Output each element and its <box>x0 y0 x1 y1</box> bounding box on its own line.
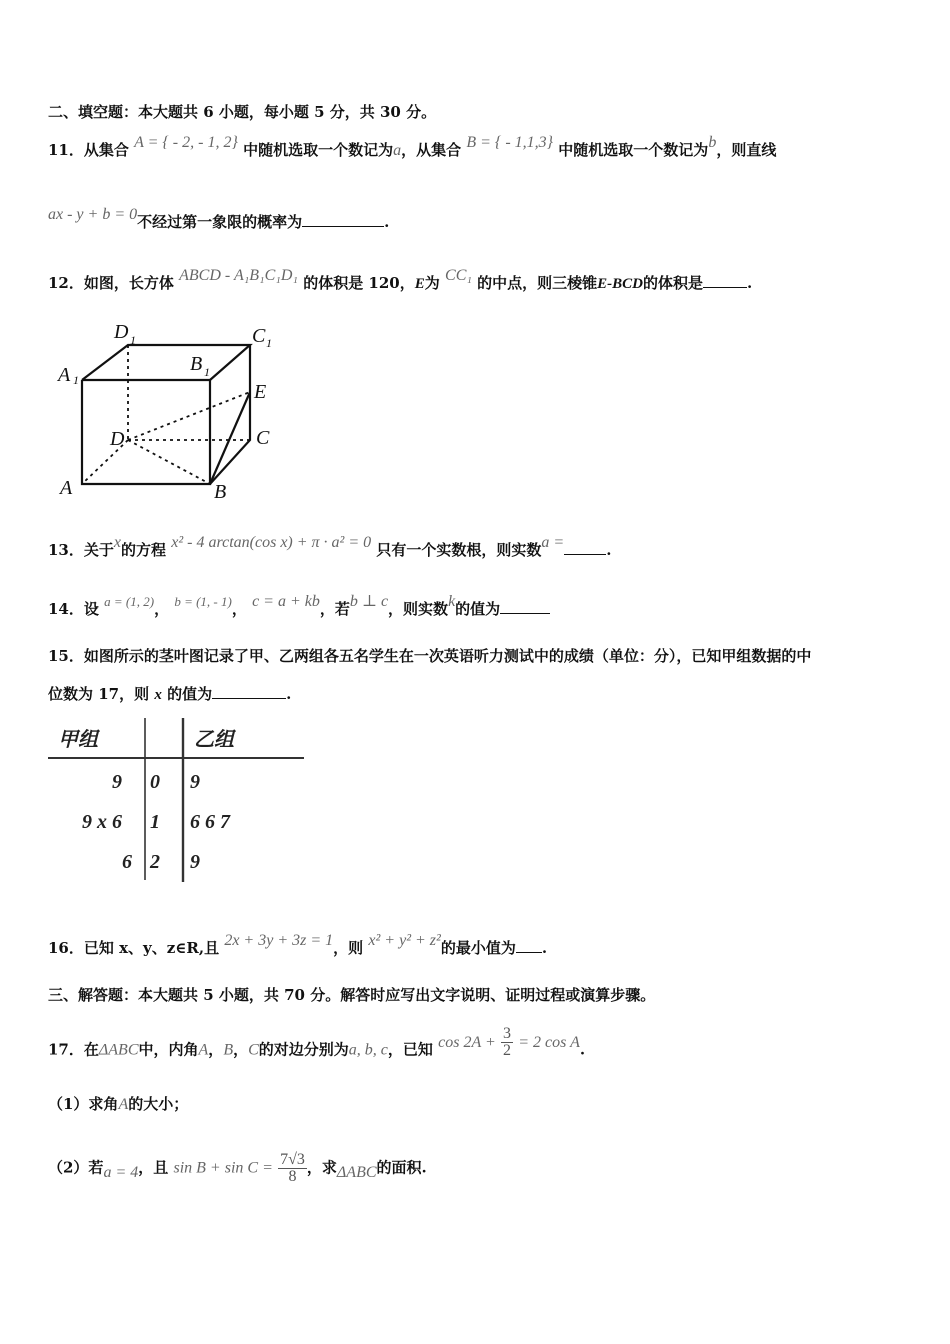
fraction-denominator: 2 <box>503 1042 511 1059</box>
label-d1: D <box>114 321 129 343</box>
q14-text: 设 <box>83 600 99 618</box>
q12-text: 的体积是 <box>643 274 704 292</box>
q14-line <box>48 593 550 620</box>
q16-text: 的最小值为 <box>440 939 516 957</box>
q12-solid: ABCD - A₁B₁C₁D₁ <box>179 267 298 284</box>
label-a: A <box>60 477 73 499</box>
q11-set-a: A = { - 2, - 1, 2} <box>134 134 238 151</box>
stem-row-left: 9 <box>112 771 122 793</box>
q11-text: 中随机选取一个数记为 <box>243 141 394 159</box>
q11-set-b: B = { - 1,1,3} <box>466 134 554 151</box>
q11-text: 不经过第一象限的概率为 <box>137 213 303 231</box>
q17-angle-a: A <box>118 1096 129 1113</box>
q16-end: . <box>541 939 548 957</box>
q14-vec-c: c = a + kb <box>252 593 320 610</box>
label-sub: 1 <box>204 365 210 379</box>
q14-vec-a: a = (1, 2) <box>104 594 155 609</box>
label-d: D <box>110 428 125 450</box>
q13-end: . <box>606 541 612 559</box>
label-sub: 1 <box>73 373 79 387</box>
q17-text: ， <box>208 1040 224 1059</box>
q13-num: 13． <box>48 541 84 559</box>
q17-sides: a, b, c <box>348 1041 388 1059</box>
label-e: E <box>254 381 267 403</box>
stem-row-right: 6 6 7 <box>190 811 230 833</box>
q14-var-k: k <box>448 593 456 610</box>
q12-text: 的中点，则三棱锥 <box>477 274 598 292</box>
q16-text: ，则 <box>333 939 364 957</box>
q17-text: 的对边分别为 <box>258 1040 349 1059</box>
fraction-numerator: 3 <box>503 1025 511 1042</box>
q17-text: 在 <box>83 1040 99 1059</box>
q16-line <box>48 932 548 959</box>
q11-line2 <box>48 206 390 233</box>
answer-blank[interactable] <box>500 599 550 614</box>
q13-equation: x² - 4 arctan(cos x) + π · a² = 0 <box>171 534 372 551</box>
q17-text: （1）求角 <box>48 1095 119 1113</box>
label-c1: C <box>252 325 266 347</box>
q12-text: 如图，长方体 <box>83 274 174 292</box>
answer-blank[interactable] <box>564 540 606 555</box>
stem-row-stem: 0 <box>150 771 160 793</box>
label-sub: 1 <box>130 333 136 347</box>
q17-cond-left: cos 2A + <box>438 1033 496 1051</box>
label-sub: 1 <box>266 336 272 350</box>
q11-var-a: a <box>393 142 402 159</box>
q17-text: 的面积. <box>376 1158 427 1177</box>
q17-fraction <box>278 1152 307 1185</box>
q17-part1 <box>48 1094 188 1115</box>
q17-text: （2）若 <box>48 1158 104 1177</box>
q17-line <box>48 1025 586 1067</box>
q12-edge: CC₁ <box>445 267 472 284</box>
q17-angle-b: B <box>223 1041 234 1059</box>
q17-triangle: ΔABC <box>336 1163 377 1181</box>
fraction-denominator: 8 <box>288 1168 297 1185</box>
q13-text: 只有一个实数根，则实数 <box>376 541 542 559</box>
q15-line1 <box>48 646 811 666</box>
q11-num: 11． <box>48 141 84 159</box>
q17-end: . <box>579 1040 586 1059</box>
q11-text: 从集合 <box>83 141 129 159</box>
q14-num: 14． <box>48 600 84 618</box>
q12-end: . <box>747 274 753 292</box>
answer-blank[interactable] <box>703 273 747 288</box>
q14-text: ， <box>154 600 170 618</box>
q11-end: . <box>384 213 390 231</box>
q17-text: ，求 <box>306 1158 337 1177</box>
label-b: B <box>214 481 227 503</box>
label-a1: A <box>58 364 71 386</box>
stem-left-header: 甲组 <box>58 729 98 751</box>
q17-text: ，已知 <box>387 1040 433 1059</box>
answer-blank[interactable] <box>212 684 286 699</box>
q14-text: ，若 <box>319 600 350 618</box>
q17-side-a: a = 4 <box>103 1163 139 1181</box>
q14-vec-b: b = (1, - 1) <box>174 594 232 609</box>
q17-text: ， <box>233 1040 249 1059</box>
q17-angle-a: A <box>198 1041 209 1059</box>
stem-row-left: 9 x 6 <box>82 811 122 833</box>
stem-right-header: 乙组 <box>194 729 234 751</box>
q17-triangle: ΔABC <box>98 1041 139 1059</box>
q17-num: 17． <box>48 1040 84 1059</box>
stem-row-right: 9 <box>190 851 200 873</box>
q17-sin-cond: sin B + sin C = <box>173 1159 273 1177</box>
q16-num: 16． <box>48 939 84 957</box>
section2-title: 二、填空题：本大题共 6 小题，每小题 5 分，共 30 分。 <box>48 103 437 121</box>
label-c: C <box>256 427 270 449</box>
stem-row-right: 9 <box>190 771 200 793</box>
stem-leaf-plot <box>48 718 308 888</box>
q12-num: 12． <box>48 274 84 292</box>
q11-line-eq: ax - y + b = 0 <box>48 206 138 223</box>
q11-var-b: b <box>708 134 717 151</box>
q11-text: ，从集合 <box>401 141 462 159</box>
q15-text: 的值为 <box>167 685 213 703</box>
q16-text: 已知 x、y、z∈R,且 <box>83 939 220 957</box>
q12-text: 的体积是 120， <box>303 274 415 292</box>
q13-text: 的方程 <box>121 541 167 559</box>
q14-cond: b ⊥ c <box>349 593 389 610</box>
q14-text: ， <box>231 600 247 618</box>
stem-row-stem: 1 <box>150 811 160 833</box>
cuboid-figure <box>50 318 300 508</box>
q13-var-x: x <box>113 534 121 551</box>
q15-end: . <box>286 685 292 703</box>
q16-cond: 2x + 3y + 3z = 1 <box>224 932 334 949</box>
stem-row-stem: 2 <box>150 851 160 873</box>
stem-row-left: 6 <box>122 851 132 873</box>
q17-cond-right: = 2 cos A <box>518 1033 580 1051</box>
q11-text: ，则直线 <box>716 141 777 159</box>
q15-line2 <box>48 684 291 705</box>
q17-text: ，且 <box>138 1158 169 1177</box>
q12-line <box>48 267 753 294</box>
q17-text: 中，内角 <box>138 1040 199 1059</box>
q12-text: 为 <box>424 274 440 292</box>
label-b1: B <box>190 353 203 375</box>
q15-num: 15． <box>48 647 84 665</box>
q12-pyramid: E-BCD <box>597 276 644 292</box>
q11-text: 中随机选取一个数记为 <box>558 141 709 159</box>
q11-line1 <box>48 134 777 161</box>
q13-ask: a = <box>541 534 565 551</box>
q15-var-x: x <box>154 687 162 703</box>
q15-text: 如图所示的茎叶图记录了甲、乙两组各五名学生在一次英语听力测试中的成绩（单位：分），已知甲组数据的中 <box>83 647 812 665</box>
q15-text: 位数为 17，则 <box>48 685 150 703</box>
q14-text: ，则实数 <box>388 600 449 618</box>
q16-expr: x² + y² + z² <box>368 932 441 949</box>
answer-blank[interactable] <box>516 938 542 953</box>
q14-text: 的值为 <box>455 600 501 618</box>
answer-blank[interactable] <box>302 212 384 227</box>
q17-fraction <box>501 1026 513 1059</box>
q13-text: 关于 <box>83 541 114 559</box>
q17-text: 的大小； <box>128 1095 189 1113</box>
q13-line <box>48 534 612 561</box>
section3-title: 三、解答题：本大题共 5 小题，共 70 分。解答时应写出文字说明、证明过程或演算步骤。 <box>48 986 656 1004</box>
q12-point-e: E <box>414 276 425 292</box>
q17-part2 <box>48 1152 427 1185</box>
q17-angle-c: C <box>248 1041 259 1059</box>
fraction-numerator: 7√3 <box>280 1151 305 1168</box>
